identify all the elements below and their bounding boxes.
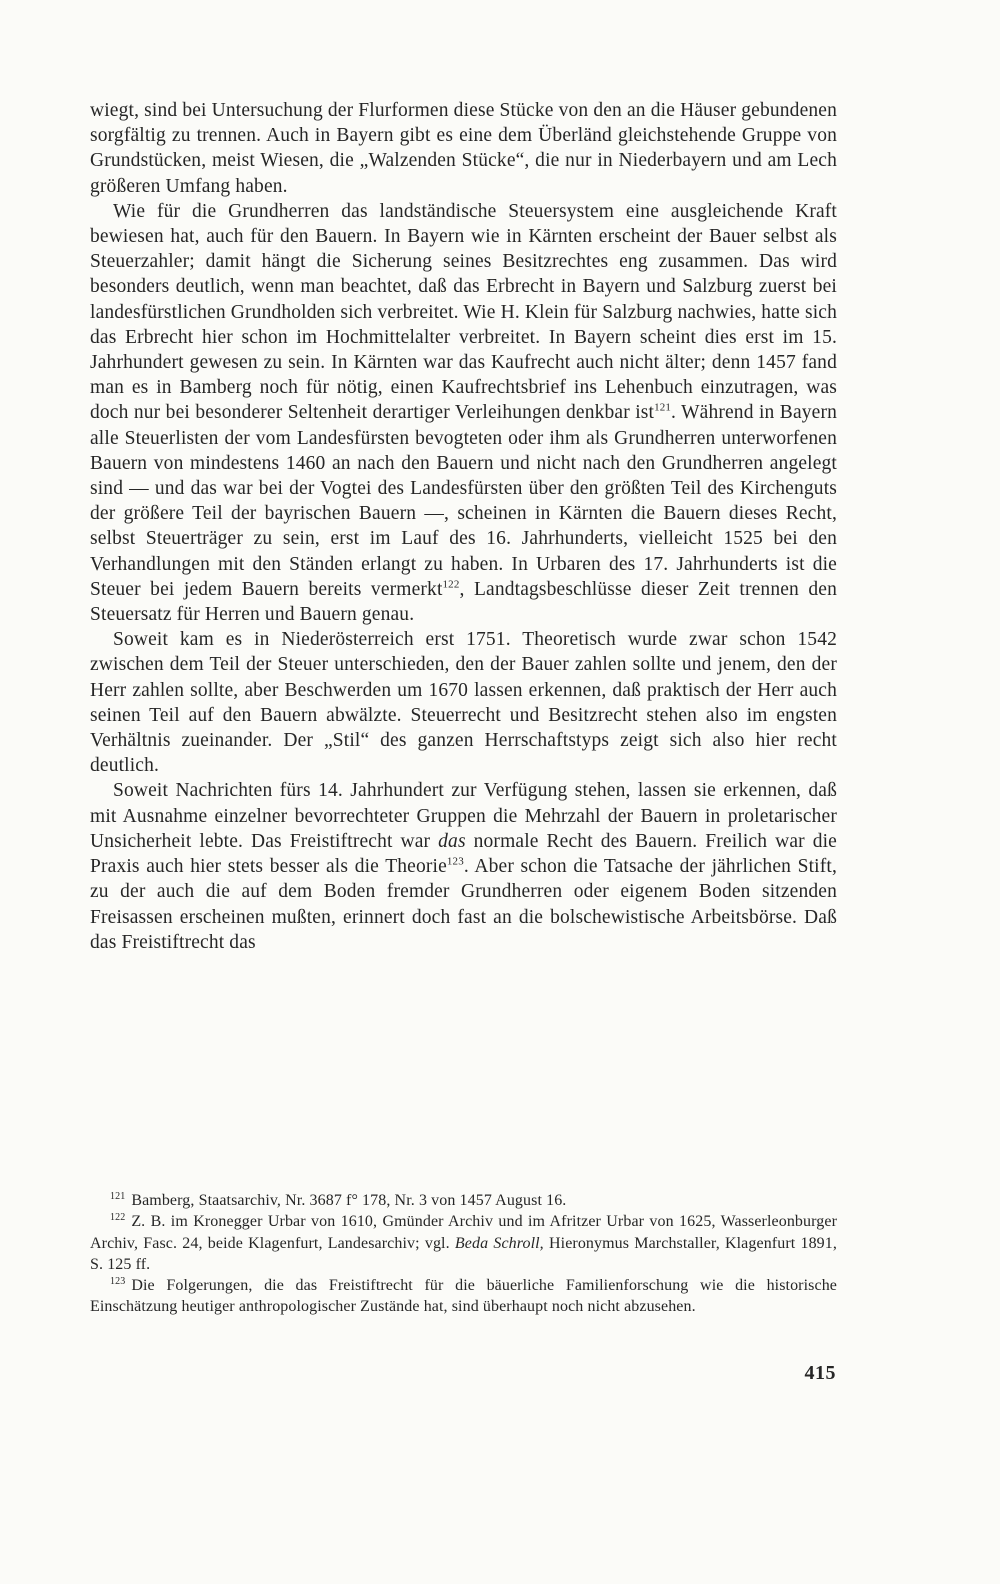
footnote-122 — [90, 1211, 837, 1275]
footnote-text: Hieronymus Marchstaller, Klagenfurt 1891, S. 125 ff. — [90, 1234, 837, 1273]
footnote-text: Die Folgerungen, die das Freistiftrecht für die bäuerliche Familienforschung wie die historische Einschätzung heutiger anthropologischer Zustände hat, sind überhaupt noch nicht abzusehen. — [90, 1277, 837, 1316]
paragraph-2 — [90, 199, 837, 627]
footnote-123 — [90, 1275, 837, 1318]
paragraph-text: , Landtagsbeschlüsse dieser Zeit trennen den Steuersatz für Herren und Bauern genau. — [90, 578, 837, 626]
paragraph-4 — [90, 778, 837, 954]
footnote-reference: 122 — [442, 578, 460, 591]
paragraph-text: normale Recht des Bauern. Freilich war die Praxis auch hier stets besser als die Theorie — [90, 830, 837, 878]
paragraph-text: Soweit Nachrichten fürs 14. Jahrhundert zur Verfügung stehen, lassen sie erkennen, daß mit Ausnahme einzelner bevorrechteter Gruppen die Mehrzahl der Bauern in proletarischer Unsicherheit lebte. Das Freistiftrecht war — [90, 780, 837, 852]
page-number: 415 — [804, 1362, 836, 1384]
footnote-text: Z. B. im Kronegger Urbar von 1610, Gmünder Archiv und im Afritzer Urbar von 1625, Wasserleonburger Archiv, Fasc. 24, beide Klagenfurt, Landesarchiv; vgl. — [90, 1213, 837, 1252]
paragraph-3 — [90, 627, 837, 778]
footnote-121 — [90, 1190, 837, 1211]
footnote-emphasized-text: Beda Schroll, — [454, 1234, 544, 1252]
footnote-number: 121 — [110, 1190, 126, 1202]
paragraph-text: . Während in Bayern alle Steuerlisten der vom Landesfürsten bevogteten oder ihm als Grundherren unterworfenen Bauern von mindestens 1460 an nach den Bauern und nicht nach den Grundherren angelegt sind — und das war bei der Vogtei des Landesfürsten über den größten Teil des Kirchenguts der größere Teil der bayrischen Bauern —, scheinen in Kärnten die Bauern dieses Recht, selbst Steuerträger zu sein, erst im Lauf des 16. Jahrhunderts, vielleicht 1525 bei den Verhandlungen mit den Ständen erlangt zu haben. In Urbaren des 17. Jahrhunderts ist die Steuer bei jedem Bauern bereits vermerkt — [90, 402, 837, 600]
footnotes — [90, 1190, 837, 1318]
paragraph-text: wiegt, sind bei Untersuchung der Flurformen diese Stücke von den an die Häuser gebundenen sorgfältig zu trennen. Auch in Bayern gibt es eine dem Überländ gleichstehende Gruppe von Grundstücken, meist Wiesen, die „Walzenden Stücke“, die nur in Niederbayern und am Lech größeren Umfang haben. — [90, 100, 837, 197]
emphasized-text: das — [438, 830, 466, 852]
paragraph-text: . Aber schon die Tatsache der jährlichen Stift, zu der auch die auf dem Boden fremder Grundherren oder eigenem Boden sitzenden Freisassen erscheinen mußten, erinnert doch fast an die bolschewistische Arbeitsbörse. Daß das Freistiftrecht das — [90, 856, 837, 953]
footnote-reference: 123 — [446, 855, 464, 868]
paragraph-text: Soweit kam es in Niederösterreich erst 1751. Theoretisch wurde zwar schon 1542 zwischen dem Teil der Steuer unterschieden, den der Bauer zahlen sollte und jenem, den der Herr zahlen sollte, aber Beschwerden um 1670 lassen erkennen, daß praktisch der Herr auch seinen Teil auf den Bauern abwälzte. Steuerrecht und Besitzrecht stehen also im engsten Verhältnis zueinander. Der „Stil“ des ganzen Herrschaftstyps zeigt sich also hier recht deutlich. — [90, 629, 837, 777]
footnote-reference: 121 — [654, 401, 672, 414]
footnote-number: 122 — [110, 1211, 126, 1223]
paragraph-1 — [90, 98, 837, 199]
paragraph-text: Wie für die Grundherren das landständische Steuersystem eine ausgleichende Kraft bewiesen hat, auch für den Bauern. In Bayern wie in Kärnten erscheint der Bauer selbst als Steuerzahler; damit hängt die Sicherung seines Besitzrechtes eng zusammen. Das wird besonders deutlich, wenn man beachtet, daß das Erbrecht in Bayern und Salzburg zuerst bei landesfürstlichen Grundholden sich verbreitet. Wie H. Klein für Salzburg nachwies, hatte sich das Erbrecht hier schon im Hochmittelalter verbreitet. In Bayern scheint dies erst im 15. Jahrhundert gewesen zu sein. In Kärnten war das Kaufrecht auch nicht älter; denn 1457 fand man es in Bamberg noch für nötig, einen Kaufrechtsbrief ins Lehenbuch einzutragen, was doch nur bei besonderer Seltenheit derartiger Verleihungen denkbar ist — [90, 200, 837, 424]
body-text — [90, 98, 837, 955]
footnote-text: Bamberg, Staatsarchiv, Nr. 3687 f° 178, Nr. 3 von 1457 August 16. — [131, 1192, 567, 1209]
footnote-number: 123 — [110, 1275, 126, 1287]
page-body — [90, 98, 837, 955]
